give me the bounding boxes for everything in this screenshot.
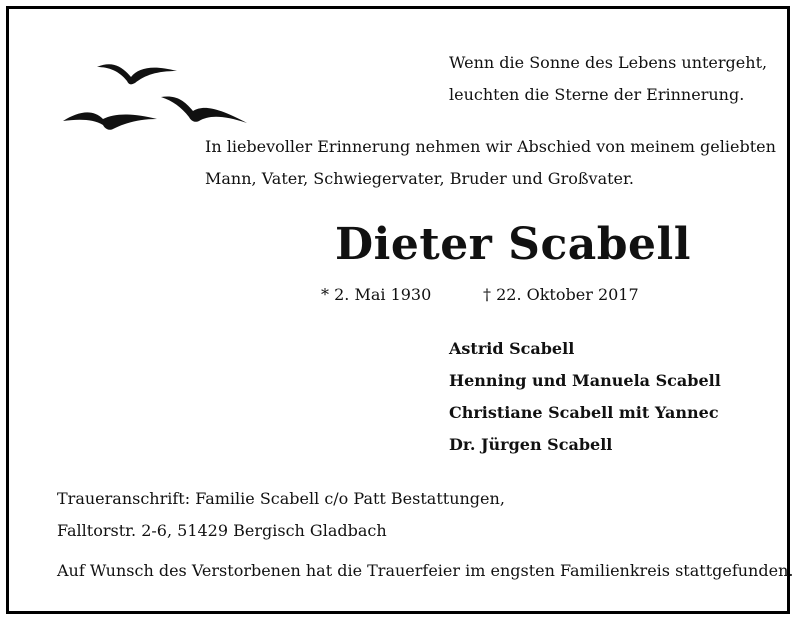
address-line-1: Traueranschrift: Familie Scabell c/o Patt Bestattungen, xyxy=(57,489,505,508)
death-date: † 22. Oktober 2017 xyxy=(483,285,639,304)
address-line-2: Falltorstr. 2-6, 51429 Bergisch Gladbach xyxy=(57,521,387,540)
birds-icon xyxy=(59,57,259,137)
quote-line-2: leuchten die Sterne der Erinnerung. xyxy=(449,85,745,104)
funeral-notice: Auf Wunsch des Verstorbenen hat die Trauerfeier im engsten Familienkreis stattgefunden. xyxy=(57,561,794,580)
quote-line-1: Wenn die Sonne des Lebens untergeht, xyxy=(449,53,768,72)
intro-line-1: In liebevoller Erinnerung nehmen wir Abschied von meinem geliebten xyxy=(205,137,776,156)
notice-frame xyxy=(6,6,794,614)
deceased-name: Dieter Scabell xyxy=(335,219,691,270)
mourner-name: Dr. Jürgen Scabell xyxy=(449,435,613,454)
intro-line-2: Mann, Vater, Schwiegervater, Bruder und Großvater. xyxy=(205,169,634,188)
mourner-name: Christiane Scabell mit Yannec xyxy=(449,403,719,422)
birth-date: * 2. Mai 1930 xyxy=(321,285,432,304)
mourner-name: Henning und Manuela Scabell xyxy=(449,371,721,390)
mourner-name: Astrid Scabell xyxy=(449,339,575,358)
